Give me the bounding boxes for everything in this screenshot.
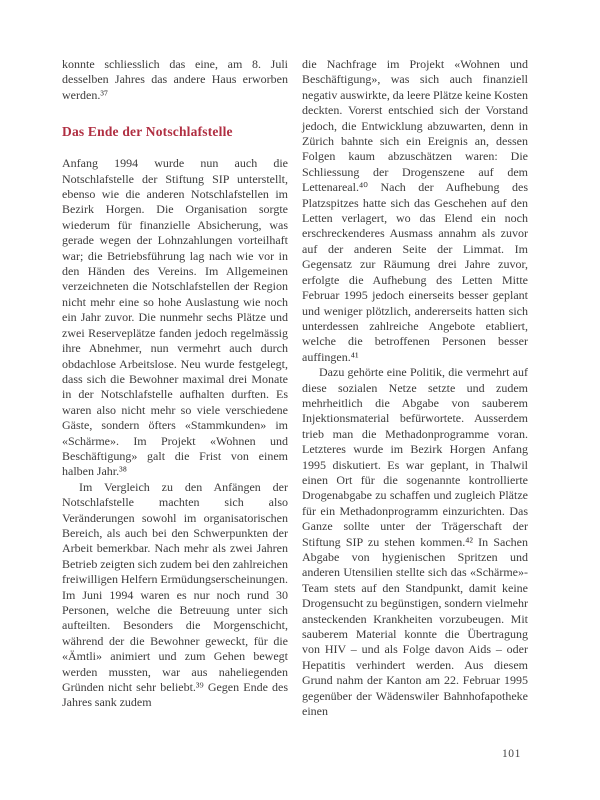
- section-heading: Das Ende der Notschlafstelle: [62, 124, 233, 140]
- paragraph: Dazu gehörte eine Politik, die vermehrt auf diese sozialen Netze setzte und zudem mehrheitlich die Abgabe von sauberem Injektionsmaterial befürwortete. Ausserdem trieb man die Methadonprogramme voran. Letzteres wurde im Bezirk Horgen Anfang 1995 diskutiert. Es war geplant, in Thalwil einen Ort für die sogenannte kontrollierte Drogenabgabe zu schaffen und zugleich Plätze für ein Methadonprogramm einzurichten. Das Ganze sollte unter der Trägerschaft der Stiftung SIP zu stehen kommen.⁴² In Sachen Abgabe von hygienischen Spritzen und anderen Utensilien stellte sich das «Schärme»-Team stets auf den Standpunkt, damit keine Drogensucht zu begünstigen, sondern vielmehr ansteckenden Krankheiten vorzubeugen. Mit sauberem Material konnte die Übertragung von HIV – und als Folge davon Aids – oder Hepatitis verhindert werden. Aus diesem Grund nahm der Kanton am 22. Februar 1995 gegenüber der Wädenswiler Bahnhofapotheke einen: [302, 365, 528, 719]
- right-column: [302, 57, 528, 719]
- text-columns: [62, 57, 528, 719]
- paragraph: Anfang 1994 wurde nun auch die Notschlafstelle der Stiftung SIP unterstellt, ebenso wie die anderen Notschlafstellen im Bezirk Horgen. Die Organisation sorgte wiederum für finanzielle Absicherung, was gerade wegen der Lohnzahlungen vorteilhaft war; die Betriebsführung lag nach wie vor in den Händen des Vereins. Im Allgemeinen verzeichneten die Notschlafstellen der Region nicht mehr eine so hohe Auslastung wie noch ein Jahr zuvor. Die nunmehr sechs Plätze und zwei Reserveplätze fanden jedoch regelmässig ihre Abnehmer, nun vermehrt auch durch obdachlose Arbeitslose. Neu wurde festgelegt, dass sich die Bewohner maximal drei Monate in der Notschlafstelle aufhalten durften. Es waren also nicht mehr so viele verschiedene Gäste, sondern öfters «Stammkunden» im «Schärme». Im Projekt «Wohnen und Beschäftigung» galt die Frist von einem halben Jahr.³⁸: [62, 156, 288, 479]
- paragraph: konnte schliesslich das eine, am 8. Juli desselben Jahres das andere Haus erworben werden.³⁷: [62, 57, 288, 102]
- page-number: 101: [501, 748, 521, 760]
- paragraph: die Nachfrage im Projekt «Wohnen und Beschäftigung», was sich auch finanziell negativ auswirkte, da leere Plätze keine Kosten deckten. Vorerst entschied sich der Vorstand jedoch, die Entwicklung abzuwarten, denn in Zürich bahnte sich ein Ereignis an, dessen Folgen kaum abzuschätzen waren: Die Schliessung der Drogenszene auf dem Lettenareal.⁴⁰ Nach der Aufhebung des Platzspitzes hatte sich das Geschehen auf den Letten verlagert, wo das Elend ein noch erschreckenderes Ausmass annahm als zuvor auf der anderen Seite der Limmat. Im Gegensatz zur Räumung drei Jahre zuvor, erfolgte die Aufhebung des Letten Mitte Februar 1995 jedoch einerseits besser geplant und weniger plötzlich, andererseits hatten sich unterdessen zahlreiche Angebote etabliert, welche die betroffenen Personen besser auffingen.⁴¹: [302, 57, 528, 364]
- paragraph: Im Vergleich zu den Anfängen der Notschlafstelle machten sich also Veränderungen sowohl im organisatorischen Bereich, als auch bei den Schwerpunkten der Arbeit bemerkbar. Nach mehr als zwei Jahren Betrieb zeigten sich zudem bei den zahlreichen freiwilligen Helfern Ermüdungserscheinungen. Im Juni 1994 waren es nur noch rund 30 Personen, welche die Betreuung unter sich aufteilten. Besonders die Morgenschicht, während der die Bewohner geweckt, für die «Ämtli» animiert und zum Gehen bewegt werden mussten, war aus naheliegenden Gründen nicht sehr beliebt.³⁹ Gegen Ende des Jahres sank zudem: [62, 479, 288, 710]
- left-column: [62, 57, 288, 719]
